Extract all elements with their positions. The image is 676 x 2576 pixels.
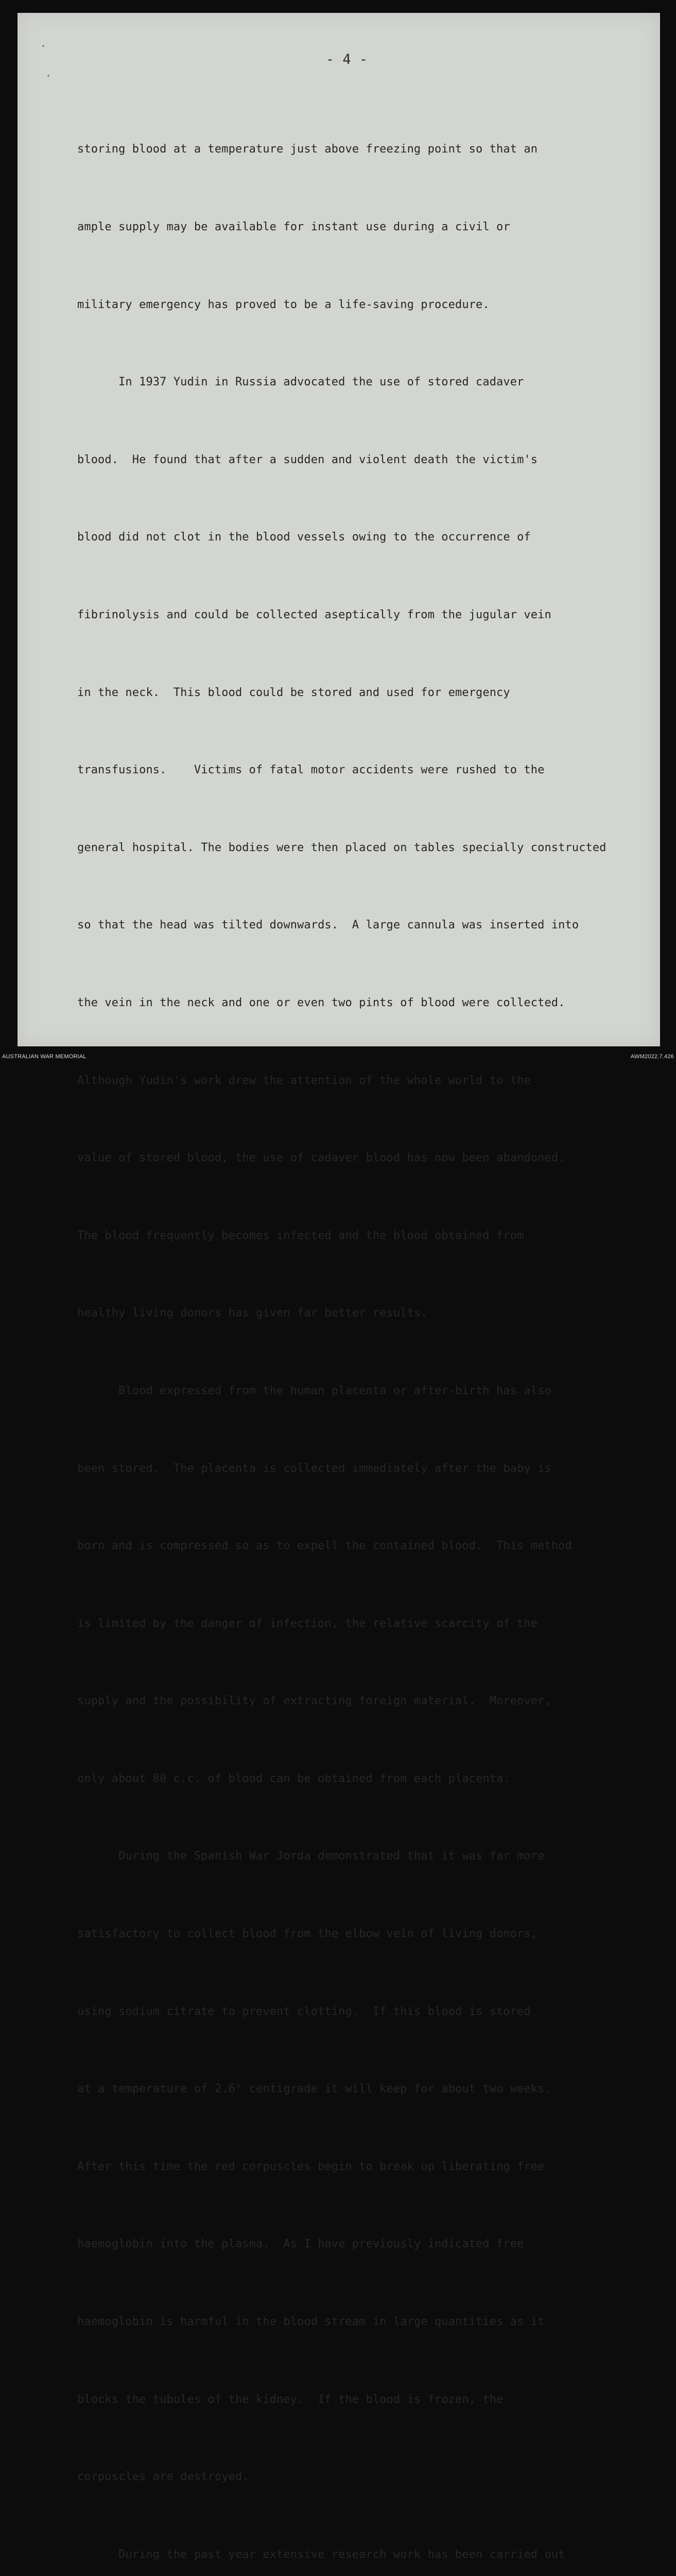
text-line: using sodium citrate to prevent clotting. If this blood is stored	[77, 2005, 531, 2018]
text-line: only about 80 c.c. of blood can be obtained from each placenta.	[77, 1772, 510, 1785]
text-line: storing blood at a temperature just above freezing point so that an	[77, 143, 538, 156]
archive-reference: AWM2022.7.426	[630, 1054, 674, 1060]
text-line: In 1937 Yudin in Russia advocated the use of stored cadaver	[77, 376, 524, 389]
text-line: supply and the possibility of extracting foreign material. Moreover,	[77, 1694, 551, 1708]
text-line: After this time the red corpuscles begin to break up liberating free	[77, 2160, 545, 2173]
text-line: value of stored blood, the use of cadaver blood has now been abandoned.	[77, 1151, 565, 1165]
text-line: fibrinolysis and could be collected aseptically from the jugular vein	[77, 608, 551, 621]
text-line: blood did not clot in the blood vessels owing to the occurrence of	[77, 531, 531, 544]
text-line: the vein in the neck and one or even two pints of blood were collected.	[77, 996, 565, 1009]
typed-text-body	[77, 85, 654, 2576]
archive-credit: AUSTRALIAN WAR MEMORIAL	[2, 1054, 86, 1060]
text-line: The blood frequently becomes infected and the blood obtained from	[77, 1229, 524, 1242]
text-line: haemoglobin is harmful in the blood stream in large quantities as it	[77, 2315, 545, 2329]
text-line: at a temperature of 2.6° centigrade it will keep for about two weeks.	[77, 2082, 551, 2096]
paper-mark	[47, 75, 49, 77]
page-number: - 4 -	[325, 52, 368, 67]
text-line: transfusions. Victims of fatal motor accidents were rushed to the	[77, 764, 545, 777]
paper-mark	[42, 45, 44, 47]
text-line: general hospital. The bodies were then placed on tables specially constructed	[77, 841, 606, 854]
text-line: ample supply may be available for instant use during a civil or	[77, 221, 510, 233]
text-line: blocks the tubules of the kidney. If the blood is frozen, the	[77, 2393, 504, 2406]
text-line: Blood expressed from the human placenta or after-birth has also	[77, 1384, 551, 1397]
text-line: haemoglobin into the plasma. As I have previously indicated free	[77, 2238, 524, 2251]
text-line: satisfactory to collect blood from the elbow vein of living donors,	[77, 1927, 538, 1941]
text-line: During the Spanish War Jorda demonstrated that it was far more	[77, 1850, 545, 1863]
text-line: been stored. The placenta is collected immediately after the baby is	[77, 1462, 551, 1475]
text-line: is limited by the danger of infection, the relative scarcity of the	[77, 1617, 538, 1630]
text-line: blood. He found that after a sudden and violent death the victim's	[77, 453, 538, 466]
text-line: born and is compressed so as to expell the contained blood. This method	[77, 1539, 572, 1553]
text-line: in the neck. This blood could be stored and used for emergency	[77, 686, 510, 699]
text-line: military emergency has proved to be a life-saving procedure.	[77, 298, 490, 311]
text-line: Although Yudin's work drew the attention of the whole world to the	[77, 1074, 531, 1087]
text-line: corpuscles are destroyed.	[77, 2470, 249, 2484]
text-line: healthy living donors has given far better results.	[77, 1307, 428, 1320]
text-line: so that the head was tilted downwards. A large cannula was inserted into	[77, 919, 579, 932]
text-line: During the past year extensive research work has been carried out	[77, 2548, 565, 2561]
